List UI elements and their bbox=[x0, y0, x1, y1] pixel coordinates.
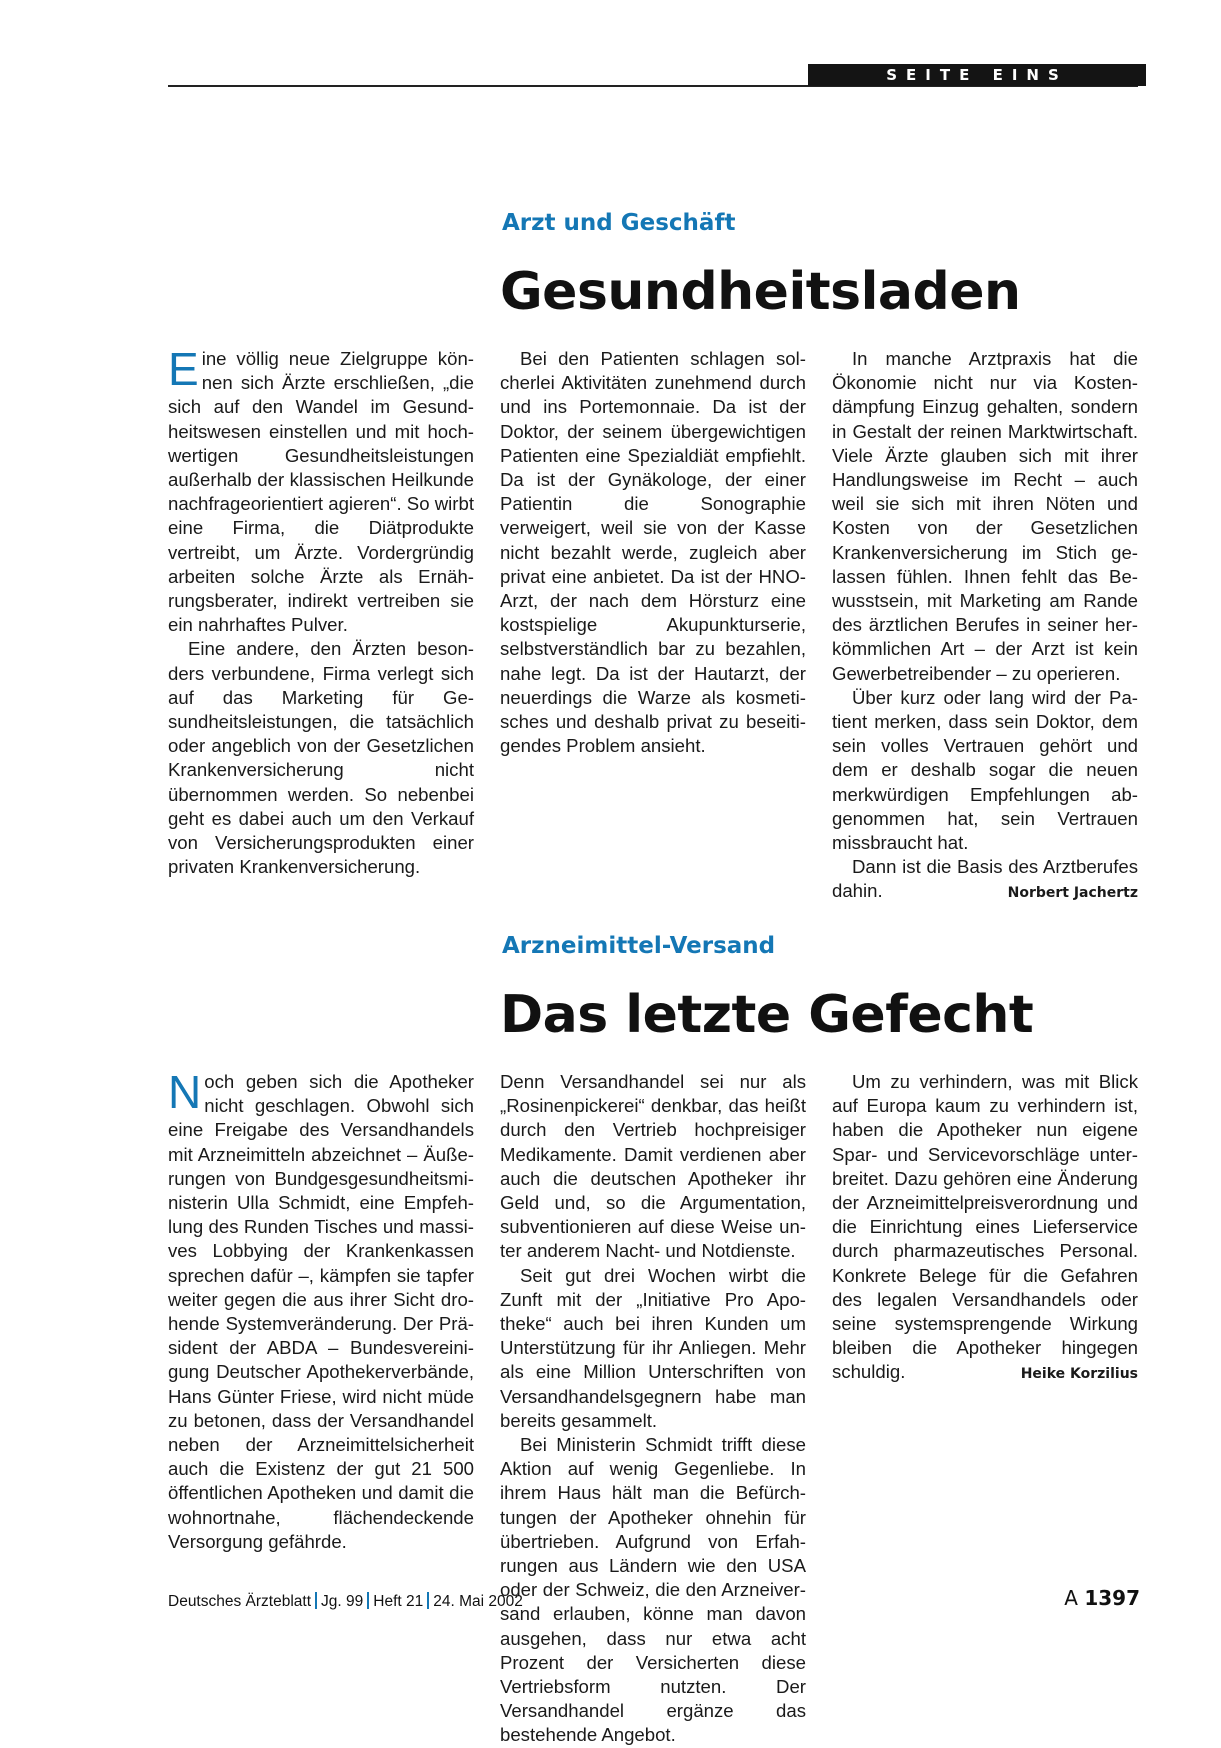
article1-paragraph bbox=[168, 343, 474, 637]
article2-dropcap: N bbox=[168, 1066, 202, 1118]
section-label: SEITE EINS bbox=[808, 64, 1146, 86]
article2-column-1 bbox=[168, 1066, 474, 1554]
article1-p5: Über kurz oder lang wird der Patient merken, dass sein Doktor, dem sein volles Vertrauen gehört und dem er deshalb sogar die neuen merkwürdigen Empfehlungen abgenommen hat, sein Vertrauen missbraucht hat. bbox=[832, 686, 1138, 854]
article2-p3: Seit gut drei Wochen wirbt die Zunft mit der „Initiative Pro Apotheke“ auch bei ihren Kunden um Unterstützung für ihr Anliegen. Mehr als eine Million Unterschriften von Versandhandelsgegnern habe man bereits gesammelt. bbox=[500, 1264, 806, 1431]
article1-column-1 bbox=[168, 343, 474, 879]
article2-author: Heike Korzilius bbox=[1020, 1366, 1138, 1383]
article1-column-2 bbox=[500, 347, 806, 758]
article2-last-paragraph bbox=[832, 1070, 1138, 1385]
article1-last-paragraph bbox=[832, 855, 1138, 903]
article2-column-3 bbox=[832, 1070, 1138, 1387]
article1-p4: In manche Arztpraxis hat die Ökonomie nicht nur via Kostendämpfung Einzug gehalten, sondern in Gestalt der reinen Marktwirtschaft. Viele Ärzte glauben sich mit ihrer Handlungsweise im Recht – auch weil sie sich mit ihren Nöten und Kosten von der Gesetzlichen Krankenversicherung im Stich gelassen fühlen. Ihnen fehlt das Bewusstsein, mit Marketing am Rande des ärztlichen Berufes in seiner herkömmlichen Art – der Arzt ist kein Gewerbetreibender – zu operieren. bbox=[832, 348, 1138, 684]
article2-p1: och geben sich die Apotheker nicht geschlagen. Obwohl sich eine Freigabe des Versandhandels mit Arzneimitteln abzeichnet – Äußerungen von Bundgesgesundheitsministerin Ulla Schmidt, eine Empfehlung des Runden Tisches und massives Lobbying der Krankenkassen sprechen dafür –, kämpfen sie tapfer weiter gegen die aus ihrer Sicht drohende Systemveränderung. Der Präsident der ABDA – Bundesvereinigung Deutscher Apothekerverbände, Hans Günter Friese, wird nicht müde zu betonen, dass der Versandhandel neben der Arzneimittelsicherheit auch die Existenz der gut 21 500 öffentlichen Apotheken und damit die wohnortnahe, flächendeckende Versorgung gefährde. bbox=[168, 1071, 474, 1552]
journal-name: Deutsches Ärzteblatt bbox=[168, 1593, 312, 1610]
page-prefix: A bbox=[1064, 1586, 1078, 1610]
article2-headline: Das letzte Gefecht bbox=[500, 985, 1034, 1045]
article1-p6: Dann ist die Basis des Arztberufes dahin. bbox=[832, 856, 1138, 902]
article2-p4: Bei Ministerin Schmidt trifft diese Aktion auf wenig Gegenliebe. In ihrem Haus hält man die Befürchtungen der Apotheker ohnehin für übertrieben. Aufgrund von Erfahrungen aus Ländern wie den USA oder der Schweiz, die den Arzneiversand erlauben, könne man davon ausgehen, dass nur etwa acht Prozent der Versicherten diese Vertriebsform nutzten. Der Versandhandel ergänze das bestehende Angebot. bbox=[500, 1434, 806, 1746]
article1-p2: Eine andere, den Ärzten besonders verbundene, Firma verlegt sich auf das Marketing für Gesundheitsleistungen, die tatsächlich oder angeblich von der Gesetzlichen Krankenversicherung nicht übernommen werden. So nebenbei geht es dabei auch um den Verkauf von Versicherungsprodukten einer privaten Krankenversicherung. bbox=[168, 638, 474, 878]
journal-volume: Jg. 99 bbox=[321, 1593, 364, 1610]
article1-p1: ine völlig neue Zielgruppe können sich Ärzte erschließen, „die sich auf den Wandel im Gesundheitswesen einstellen und mit hochwertigen Gesundheitsleistungen außerhalb der klassischen Heilkunde nachfrageorientiert agieren“. So wirbt eine Firma, die Diätprodukte vertreibt, um Ärzte. Vordergründig arbeiten solche Ärzte als Ernährungsberater, indirekt vertreiben sie ein nahrhaftes Pulver. bbox=[168, 348, 474, 636]
footer-separator bbox=[427, 1592, 429, 1609]
journal-issue: Heft 21 bbox=[373, 1593, 424, 1610]
article1-kicker: Arzt und Geschäft bbox=[502, 210, 736, 236]
article1-column-3 bbox=[832, 347, 1138, 906]
page-number-value: 1397 bbox=[1084, 1586, 1140, 1610]
journal-date: 24. Mai 2002 bbox=[433, 1593, 523, 1610]
article1-author: Norbert Jachertz bbox=[1007, 885, 1138, 902]
footer-separator bbox=[315, 1592, 317, 1609]
article2-column-2 bbox=[500, 1070, 806, 1748]
article1-p3: Bei den Patienten schlagen solcherlei Aktivitäten zunehmend durch und ins Portemonnaie. Da ist der Doktor, der seinem übergewichtigen Patienten eine Spezialdiät empfiehlt. Da ist der Gynäkologe, der einer Patientin die Sonographie verweigert, weil sie von der Kasse nicht bezahlt werde, zugleich aber privat eine anbietet. Da ist der HNO-Arzt, der nach dem Hörsturz eine kostspielige Akupunkturserie, selbstverständlich bar zu bezahlen, nahe legt. Da ist der Hautarzt, der neuerdings die Warze als kosmetisches und deshalb privat zu beseitigendes Problem ansieht. bbox=[500, 348, 806, 757]
article2-p2: Denn Versandhandel sei nur als „Rosinenpickerei“ denkbar, das heißt durch den Vertrieb hochpreisiger Medikamente. Damit verdienen aber auch die deutschen Apotheker ihr Geld und, so die Argumentation, subventionieren auf diese Weise unter anderem Nacht- und Notdienste. bbox=[500, 1071, 806, 1262]
article2-kicker: Arzneimittel-Versand bbox=[502, 933, 776, 959]
footer bbox=[168, 1592, 523, 1611]
article1-headline: Gesundheitsladen bbox=[500, 262, 1021, 322]
article1-dropcap: E bbox=[168, 343, 199, 395]
footer-separator bbox=[367, 1592, 369, 1609]
article2-p5: Um zu verhindern, was mit Blick auf Europa kaum zu verhindern ist, haben die Apotheker nun eigene Spar- und Servicevorschläge unterbreitet. Dazu gehören eine Änderung der Arzneimittelpreisverordnung und die Einrichtung eines Lieferservice durch pharmazeutisches Personal. Konkrete Belege für die Gefahren des legalen Versandhandels oder seine systemsprengende Wirkung bleiben die Apotheker hingegen schuldig. bbox=[832, 1071, 1138, 1383]
article2-paragraph bbox=[168, 1066, 474, 1554]
page-number bbox=[1064, 1586, 1140, 1610]
